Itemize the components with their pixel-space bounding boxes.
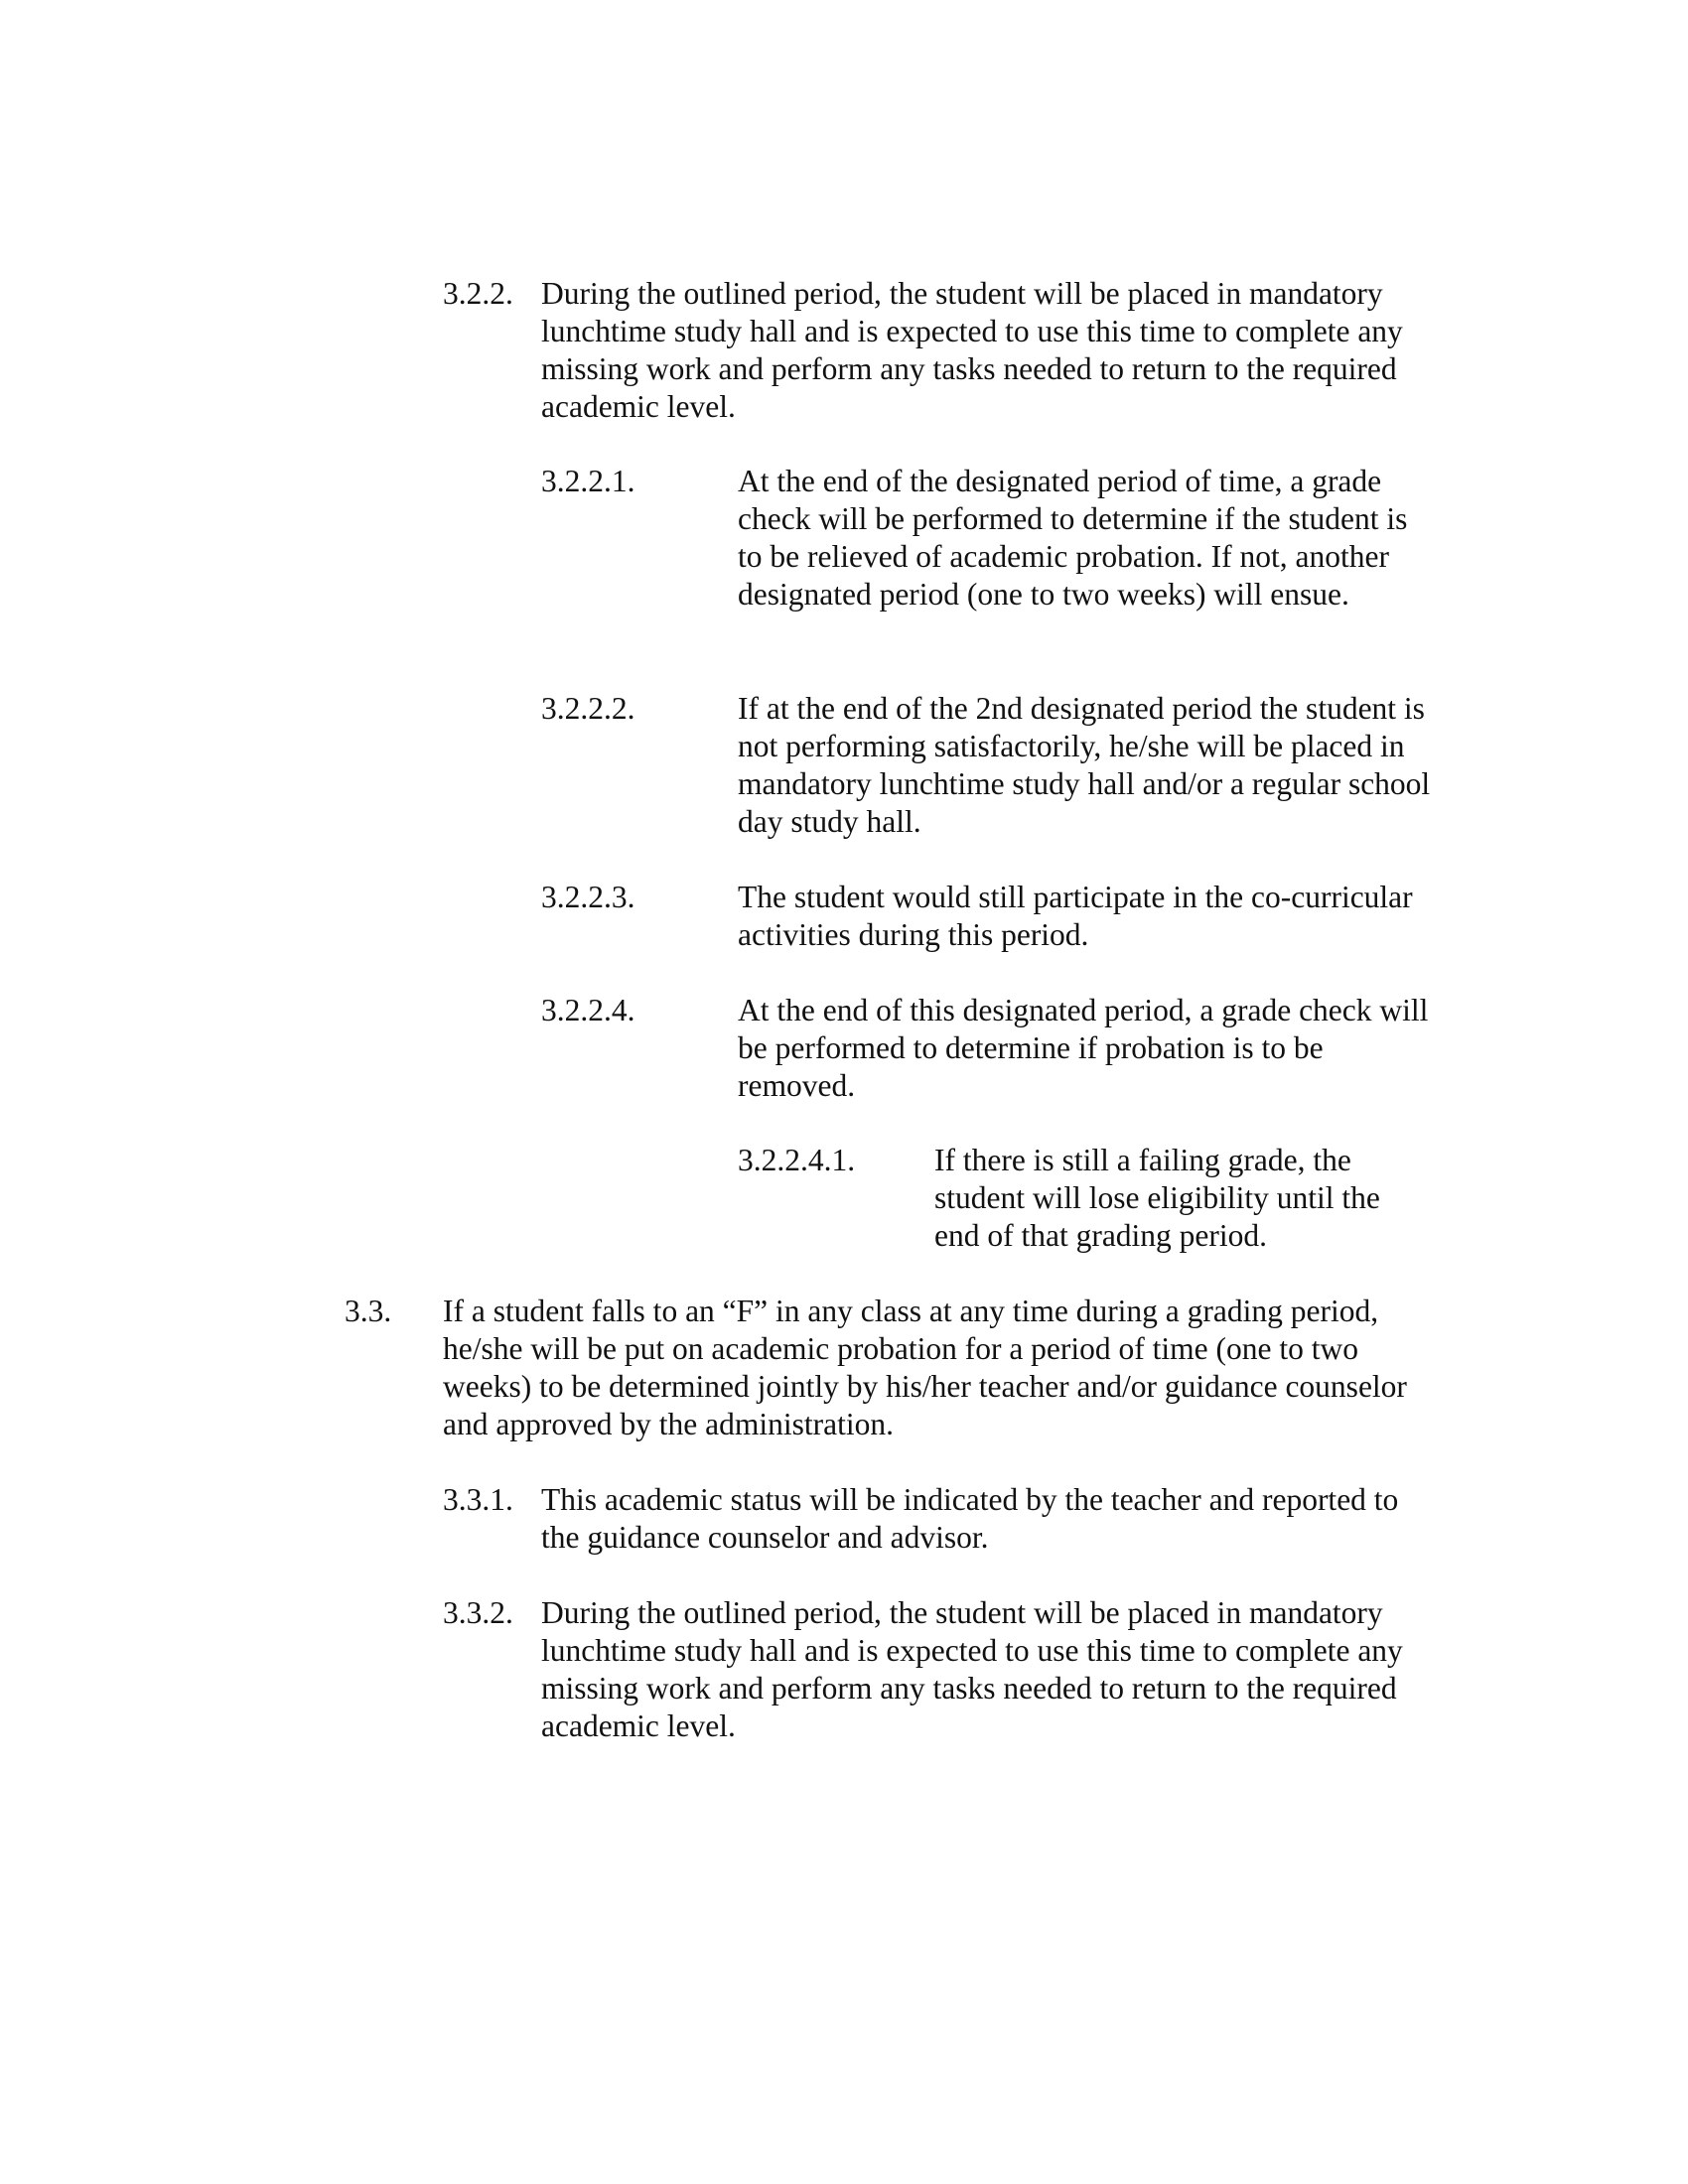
section-text: During the outlined period, the student will be placed in mandatory lunchtime study hall and is expected to use this time to complete any missing work and perform any tasks needed to return to the required academic level. — [541, 1595, 1403, 1743]
section-text: If a student falls to an “F” in any class at any time during a grading period, he/she will be put on academic probation for a period of time (one to two weeks) to be determined jointly by his/her teacher and/or guidance counselor and approved by the administration. — [443, 1294, 1407, 1441]
section-text: At the end of this designated period, a grade check will be performed to determine if probation is to be removed. — [738, 993, 1429, 1103]
section-number: 3.2.2. — [443, 276, 513, 311]
section-number: 3.3. — [345, 1294, 392, 1328]
section-number: 3.3.2. — [443, 1595, 513, 1630]
section-number: 3.2.2.3. — [541, 880, 635, 914]
section-text: If there is still a failing grade, the student will lose eligibility until the end of that grading period. — [934, 1143, 1380, 1253]
section-number: 3.2.2.2. — [541, 691, 635, 726]
section-text: This academic status will be indicated by the teacher and reported to the guidance counselor and advisor. — [541, 1482, 1399, 1555]
section-text: At the end of the designated period of time, a grade check will be performed to determine if the student is to be relieved of academic probation. If not, another designated period (one to two weeks) will ensue. — [738, 464, 1408, 612]
section-number: 3.2.2.1. — [541, 464, 635, 498]
section-number: 3.2.2.4.1. — [738, 1143, 856, 1177]
section-number: 3.2.2.4. — [541, 993, 635, 1027]
section-text: The student would still participate in the co-curricular activities during this period. — [738, 880, 1413, 952]
section-number: 3.3.1. — [443, 1482, 513, 1517]
section-text: During the outlined period, the student will be placed in mandatory lunchtime study hall and is expected to use this time to complete any missing work and perform any tasks needed to return to the required academic level. — [541, 276, 1403, 424]
section-text: If at the end of the 2nd designated period the student is not performing satisfactorily, he/she will be placed in mandatory lunchtime study hall and/or a regular school day study hall. — [738, 691, 1431, 839]
